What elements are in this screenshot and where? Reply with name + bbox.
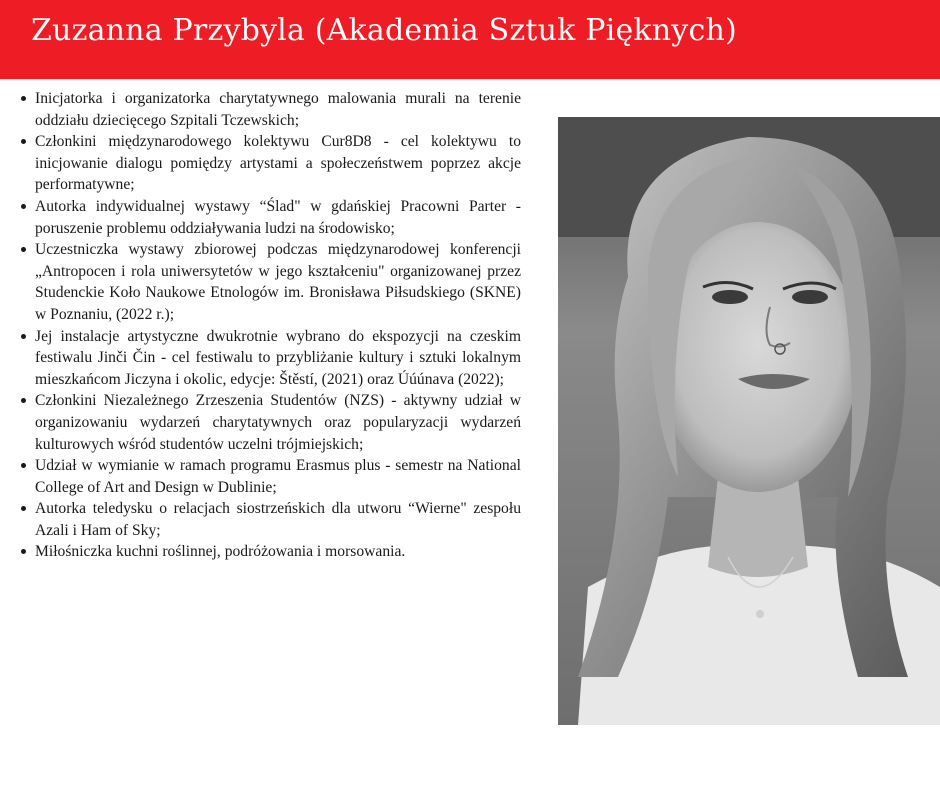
header-banner <box>0 0 940 79</box>
bio-item: Miłośniczka kuchni roślinnej, podróżowania i morsowania. <box>35 541 521 563</box>
bio-item: Uczestniczka wystawy zbiorowej podczas międzynarodowej konferencji „Antropocen i rola uniwersytetów w jego kształceniu" organizowanej przez Studenckie Koło Naukowe Etnologów im. Bronisława Piłsudskiego (SKNE) w Poznaniu, (2022 r.); <box>35 239 521 325</box>
page-title: Zuzanna Przybyla (Akademia Sztuk Pięknych) <box>31 13 737 48</box>
bio-list <box>15 88 521 563</box>
bio-item: Członkini międzynarodowego kolektywu Cur8D8 - cel kolektywu to inicjowanie dialogu pomiędzy artystami a społeczeństwem poprzez akcje performatywne; <box>35 131 521 196</box>
bio-item: Autorka teledysku o relacjach siostrzeńskich dla utworu “Wierne" zespołu Azali i Ham of Sky; <box>35 498 521 541</box>
bio-item: Autorka indywidualnej wystawy “Ślad" w gdańskiej Pracowni Parter - poruszenie problemu oddziaływania ludzi na środowisko; <box>35 196 521 239</box>
bio-item: Inicjatorka i organizatorka charytatywnego malowania murali na terenie oddziału dziecięcego Szpitali Tczewskich; <box>35 88 521 131</box>
portrait-photo <box>558 117 940 725</box>
bio-item: Członkini Niezależnego Zrzeszenia Studentów (NZS) - aktywny udział w organizowaniu wydarzeń charytatywnych oraz popularyzacji wydarzeń kulturowych wśród studentów uczelni trójmiejskich; <box>35 390 521 455</box>
bio-item: Jej instalacje artystyczne dwukrotnie wybrano do ekspozycji na czeskim festiwalu Jinči Čin - cel festiwalu to przybliżanie kultury i sztuki lokalnym mieszkańcom Jiczyna i okolic, edycje: Štěstí, (2021) oraz Úúúnava (2022); <box>35 326 521 391</box>
bio-item: Udział w wymianie w ramach programu Erasmus plus - semestr na National College of Art and Design w Dublinie; <box>35 455 521 498</box>
